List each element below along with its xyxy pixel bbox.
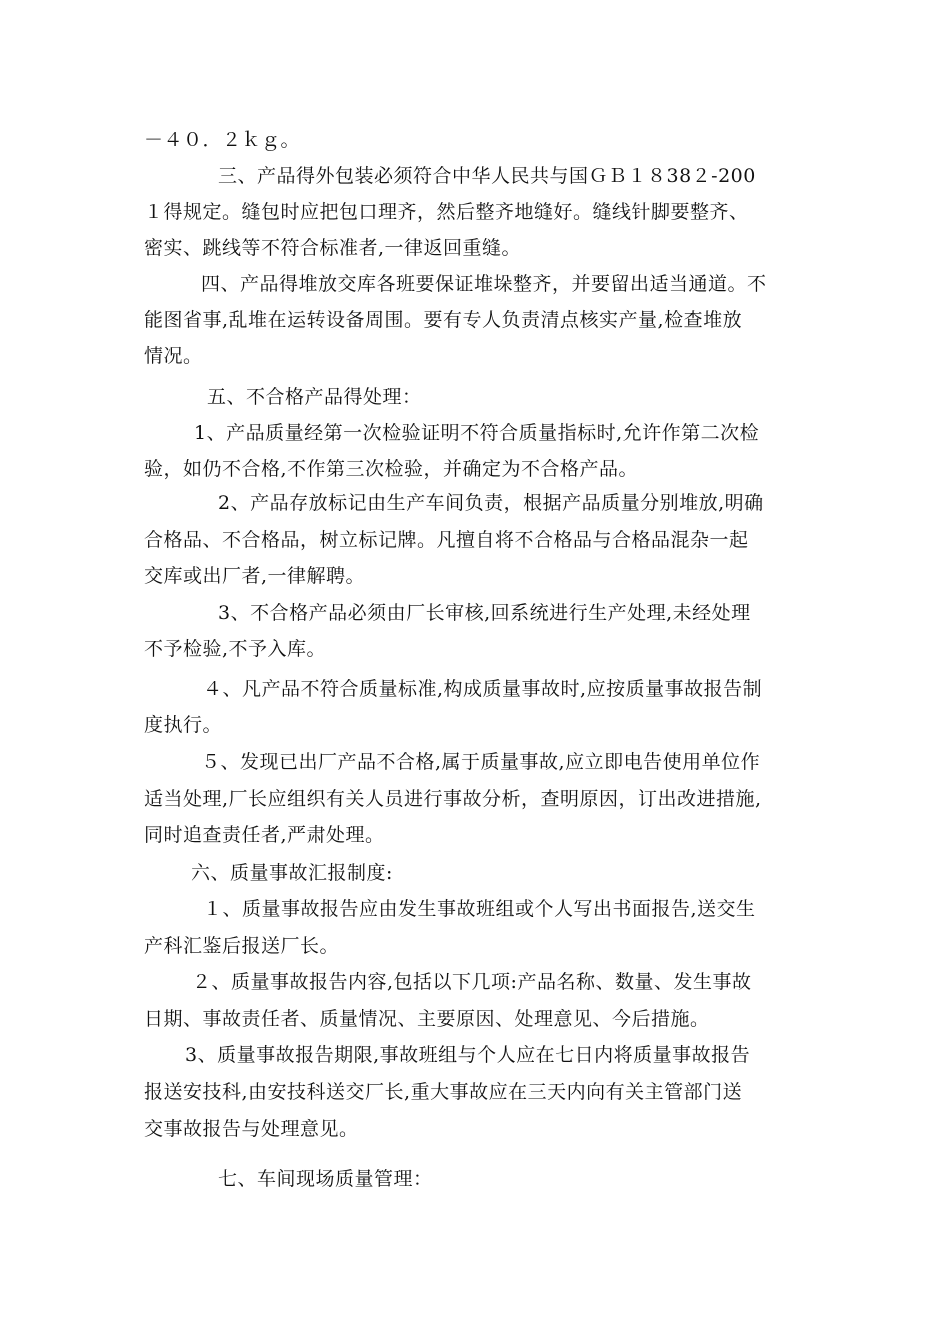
text-line: ２、质量事故报告内容,包括以下几项:产品名称、数量、发生事故 — [192, 971, 752, 993]
text-line: １、质量事故报告应由发生事故班组或个人写出书面报告,送交生 — [203, 898, 756, 920]
text-line: 合格品、不合格品，树立标记牌。凡擅自将不合格品与合格品混杂一起 — [144, 529, 749, 551]
text-line: 验，如仍不合格,不作第三次检验，并确定为不合格产品。 — [144, 458, 639, 480]
text-line: 日期、事故责任者、质量情况、主要原因、处理意见、今后措施。 — [144, 1008, 710, 1030]
text-line: 同时追查责任者,严肃处理。 — [144, 824, 385, 846]
section-heading: 七、车间现场质量管理： — [218, 1168, 433, 1190]
text-line: 3、质量事故报告期限,事故班组与个人应在七日内将质量事故报告 — [185, 1044, 751, 1066]
text-line: 四、产品得堆放交库各班要保证堆垛整齐，并要留出适当通道。不 — [201, 273, 767, 295]
text-line: 交事故报告与处理意见。 — [144, 1118, 359, 1140]
section-heading: 六、质量事故汇报制度: — [191, 862, 393, 884]
text-line: 适当处理,厂长应组织有关人员进行事故分析，查明原因，订出改进措施, — [144, 788, 762, 810]
text-line: 交库或出厂者,一律解聘。 — [144, 565, 366, 587]
text-line: －４０．２ｋｇ。 — [144, 129, 301, 151]
text-line: 不予检验,不予入库。 — [144, 638, 327, 660]
text-line: 产科汇鉴后报送厂长。 — [144, 935, 340, 957]
text-line: 密实、跳线等不符合标准者,一律返回重缝。 — [144, 237, 522, 259]
text-line: 情况。 — [144, 345, 203, 367]
text-line: ４、凡产品不符合质量标准,构成质量事故时,应按质量事故报告制 — [203, 678, 763, 700]
text-line: 能图省事,乱堆在运转设备周围。要有专人负责清点核实产量,检查堆放 — [144, 309, 743, 331]
section-heading: 五、不合格产品得处理： — [207, 386, 422, 408]
text-line: ５、发现已出厂产品不合格,属于质量事故,应立即电告使用单位作 — [201, 751, 761, 773]
text-line: １得规定。缝包时应把包口理齐，然后整齐地缝好。缝线针脚要整齐、 — [144, 201, 749, 223]
text-line: 3、不合格产品必须由厂长审核,回系统进行生产处理,未经处理 — [218, 602, 751, 624]
text-line: 报送安技科,由安技科送交厂长,重大事故应在三天内向有关主管部门送 — [144, 1081, 743, 1103]
text-line: 三、产品得外包装必须符合中华人民共与国ＧＢ１８38２-200 — [218, 165, 756, 187]
text-line: 2、产品存放标记由生产车间负责，根据产品质量分别堆放,明确 — [218, 492, 764, 514]
text-line: 1、产品质量经第一次检验证明不符合质量指标时,允许作第二次检 — [194, 422, 760, 444]
text-line: 度执行。 — [144, 714, 223, 736]
